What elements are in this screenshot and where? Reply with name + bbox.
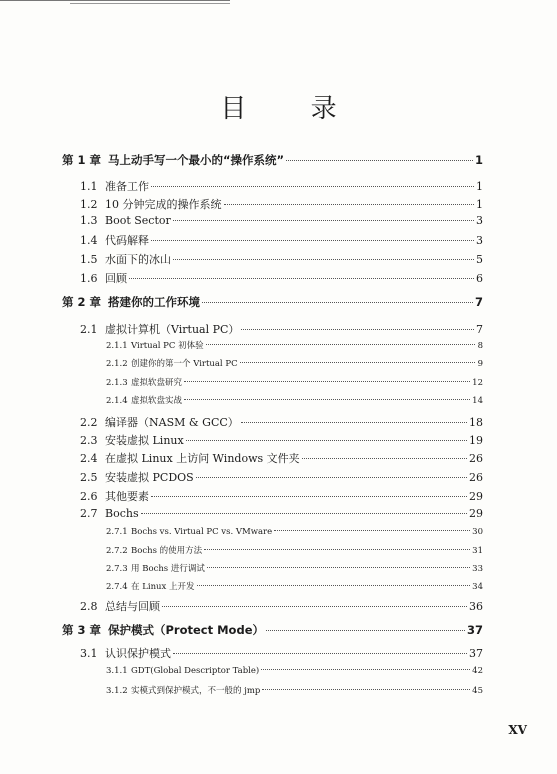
toc-entry-title: 创建你的第一个 Virtual PC (131, 359, 238, 369)
toc-entry-title: 实模式到保护模式，不一般的 jmp (131, 686, 261, 696)
toc-entry-number: 3.1 (80, 647, 98, 660)
toc-leader-dots (207, 567, 470, 568)
toc-leader-dots (266, 630, 465, 631)
toc-leader-dots (202, 302, 473, 303)
toc-entry-page: 7 (476, 323, 483, 336)
toc-entry-title: Virtual PC 初体验 (131, 341, 204, 351)
toc-entry-number: 2.3 (80, 434, 98, 447)
toc-entry-page: 30 (472, 527, 483, 537)
toc-entry-page: 37 (466, 623, 483, 637)
toc-entry[interactable] (106, 666, 483, 676)
toc-entry-page: 36 (469, 600, 483, 613)
toc-entry[interactable] (80, 598, 483, 614)
toc-entry-title: GDT(Global Descriptor Table) (131, 666, 260, 676)
toc-entry-page: 29 (469, 507, 483, 520)
toc-entry-page: 29 (469, 490, 483, 503)
toc-entry-title: 在 Linux 上开发 (131, 582, 195, 592)
toc-entry-page: 14 (472, 396, 483, 406)
toc-entry-number: 1.2 (80, 198, 98, 211)
toc-entry[interactable] (106, 394, 483, 406)
toc-entry-page: 1 (476, 180, 483, 193)
toc-entry-page: 33 (472, 564, 483, 574)
toc-entry-page: 12 (472, 378, 483, 388)
toc-entry-number: 2.7.4 (106, 582, 128, 592)
toc-entry[interactable] (106, 339, 483, 351)
toc-leader-dots (151, 240, 474, 241)
toc-entry-number: 2.6 (80, 490, 98, 503)
toc-entry-page: 3 (476, 234, 483, 247)
page-title: 目 录 (220, 94, 365, 124)
toc-entry-page: 3 (476, 214, 483, 227)
toc-entry[interactable] (106, 357, 483, 369)
toc-entry-title: 代码解释 (105, 234, 149, 247)
toc-entry[interactable] (62, 152, 483, 168)
toc-entry[interactable] (80, 488, 483, 504)
toc-entry-number: 2.1.4 (106, 396, 128, 406)
toc-leader-dots (184, 399, 470, 400)
toc-entry-number: 2.7 (80, 507, 98, 520)
toc-entry-page: 31 (472, 546, 483, 556)
toc-entry-title: 虚拟软盘研究 (131, 378, 183, 388)
toc-entry-title: 认识保护模式 (105, 647, 171, 660)
toc-entry[interactable] (106, 544, 483, 556)
toc-entry-title: 编译器（NASM & GCC） (105, 416, 239, 429)
toc-entry[interactable] (80, 251, 483, 267)
toc-entry-title: Bochs 的使用方法 (131, 546, 203, 556)
toc-entry-number: 2.2 (80, 416, 98, 429)
toc-entry-title: 虚拟软盘实战 (131, 396, 183, 406)
toc-leader-dots (274, 530, 470, 531)
toc-entry-page: 37 (469, 647, 483, 660)
toc-entry[interactable] (62, 622, 483, 638)
toc-entry-number: 3.1.1 (106, 666, 128, 676)
toc-entry-title: 总结与回顾 (105, 600, 160, 613)
toc-entry-number: 2.1 (80, 323, 98, 336)
toc-leader-dots (173, 653, 467, 654)
toc-leader-dots (240, 362, 475, 363)
toc-entry[interactable] (80, 321, 483, 337)
toc-entry[interactable] (80, 432, 483, 448)
toc-leader-dots (184, 381, 470, 382)
toc-entry[interactable] (106, 562, 483, 574)
toc-entry-page: 1 (474, 153, 483, 167)
toc-entry-page: 1 (476, 198, 483, 211)
toc-leader-dots (302, 458, 467, 459)
toc-entry[interactable] (80, 214, 483, 227)
toc-leader-dots (196, 477, 467, 478)
toc-entry-title: Boot Sector (105, 214, 171, 227)
toc-entry-number: 1.6 (80, 272, 98, 285)
toc-entry-number: 2.7.1 (106, 527, 128, 537)
toc-leader-dots (241, 329, 474, 330)
toc-entry-title: 马上动手写一个最小的“操作系统” (108, 153, 285, 167)
toc-leader-dots (204, 549, 470, 550)
toc-entry-page: 7 (474, 295, 483, 309)
toc-leader-dots (206, 344, 475, 345)
toc-leader-dots (186, 440, 467, 441)
toc-entry-title: 水面下的冰山 (105, 253, 171, 266)
toc-entry-page: 26 (469, 452, 483, 465)
toc-entry-title: 其他要素 (105, 490, 149, 503)
toc-leader-dots (151, 496, 467, 497)
toc-leader-dots (262, 689, 470, 690)
toc-entry-page: 34 (472, 582, 483, 592)
toc-entry[interactable] (80, 270, 483, 286)
toc-entry-title: 安装虚拟 Linux (105, 434, 184, 447)
toc-leader-dots (129, 278, 474, 279)
toc-entry-title: 虚拟计算机（Virtual PC） (105, 323, 240, 336)
toc-entry[interactable] (106, 376, 483, 388)
toc-entry-page: 6 (476, 272, 483, 285)
toc-entry-number: 1.5 (80, 253, 98, 266)
toc-leader-dots (162, 606, 467, 607)
toc-entry[interactable] (80, 645, 483, 661)
toc-entry-title: Bochs vs. Virtual PC vs. VMware (131, 527, 273, 537)
toc-leader-dots (224, 204, 475, 205)
toc-entry-number: 第 3 章 (62, 623, 102, 637)
toc-leader-dots (261, 669, 470, 670)
toc-entry-page: 18 (469, 416, 483, 429)
toc-entry-number: 2.1.3 (106, 378, 128, 388)
toc-leader-dots (241, 422, 467, 423)
toc-entry-number: 2.7.3 (106, 564, 128, 574)
toc-entry[interactable] (80, 469, 483, 485)
toc-entry[interactable] (80, 196, 483, 212)
top-rule-secondary (70, 3, 230, 4)
toc-entry-title: 用 Bochs 进行调试 (131, 564, 205, 574)
toc-entry-number: 2.8 (80, 600, 98, 613)
toc-leader-dots (197, 585, 471, 586)
page-number: XV (508, 723, 527, 737)
toc-entry-number: 2.1.2 (106, 359, 128, 369)
toc-leader-dots (286, 160, 473, 161)
toc-entry-page: 5 (476, 253, 483, 266)
toc-entry[interactable] (80, 414, 483, 430)
toc-entry-page: 45 (472, 686, 483, 696)
toc-entry-number: 1.4 (80, 234, 98, 247)
toc-entry[interactable] (106, 684, 483, 696)
toc-entry[interactable] (80, 450, 483, 466)
toc-entry-title: Bochs (105, 507, 139, 520)
toc-entry-number: 第 2 章 (62, 295, 102, 309)
toc-entry-number: 1.3 (80, 214, 98, 227)
toc-entry-title: 准备工作 (105, 180, 149, 193)
toc-entry-title: 保护模式（Protect Mode） (108, 623, 264, 637)
toc-entry-title: 安装虚拟 PCDOS (105, 471, 194, 484)
toc-entry-title: 搭建你的工作环境 (108, 295, 200, 309)
toc-entry-page: 8 (477, 341, 483, 351)
toc-entry[interactable] (80, 507, 483, 520)
toc-entry-title: 10 分钟完成的操作系统 (105, 198, 222, 211)
toc-leader-dots (151, 186, 474, 187)
toc-entry-page: 26 (469, 471, 483, 484)
toc-entry-title: 回顾 (105, 272, 127, 285)
toc-entry-page: 42 (472, 666, 483, 676)
toc-leader-dots (173, 259, 474, 260)
toc-entry[interactable] (62, 294, 483, 310)
toc-entry-page: 19 (469, 434, 483, 447)
toc-entry[interactable] (106, 580, 483, 592)
toc-entry-number: 2.4 (80, 452, 98, 465)
toc-leader-dots (173, 220, 474, 221)
toc-entry-number: 2.1.1 (106, 341, 128, 351)
toc-entry-page: 9 (477, 359, 483, 369)
toc-entry[interactable] (106, 527, 483, 537)
toc-entry[interactable] (80, 232, 483, 248)
top-rule (0, 0, 230, 1)
toc-leader-dots (141, 513, 467, 514)
toc-entry-number: 2.5 (80, 471, 98, 484)
toc-entry-title: 在虚拟 Linux 上访问 Windows 文件夹 (105, 452, 300, 465)
toc-entry-number: 1.1 (80, 180, 98, 193)
toc-entry-number: 第 1 章 (62, 153, 102, 167)
toc-entry-number: 2.7.2 (106, 546, 128, 556)
toc-entry[interactable] (80, 178, 483, 194)
toc-entry-number: 3.1.2 (106, 686, 128, 696)
